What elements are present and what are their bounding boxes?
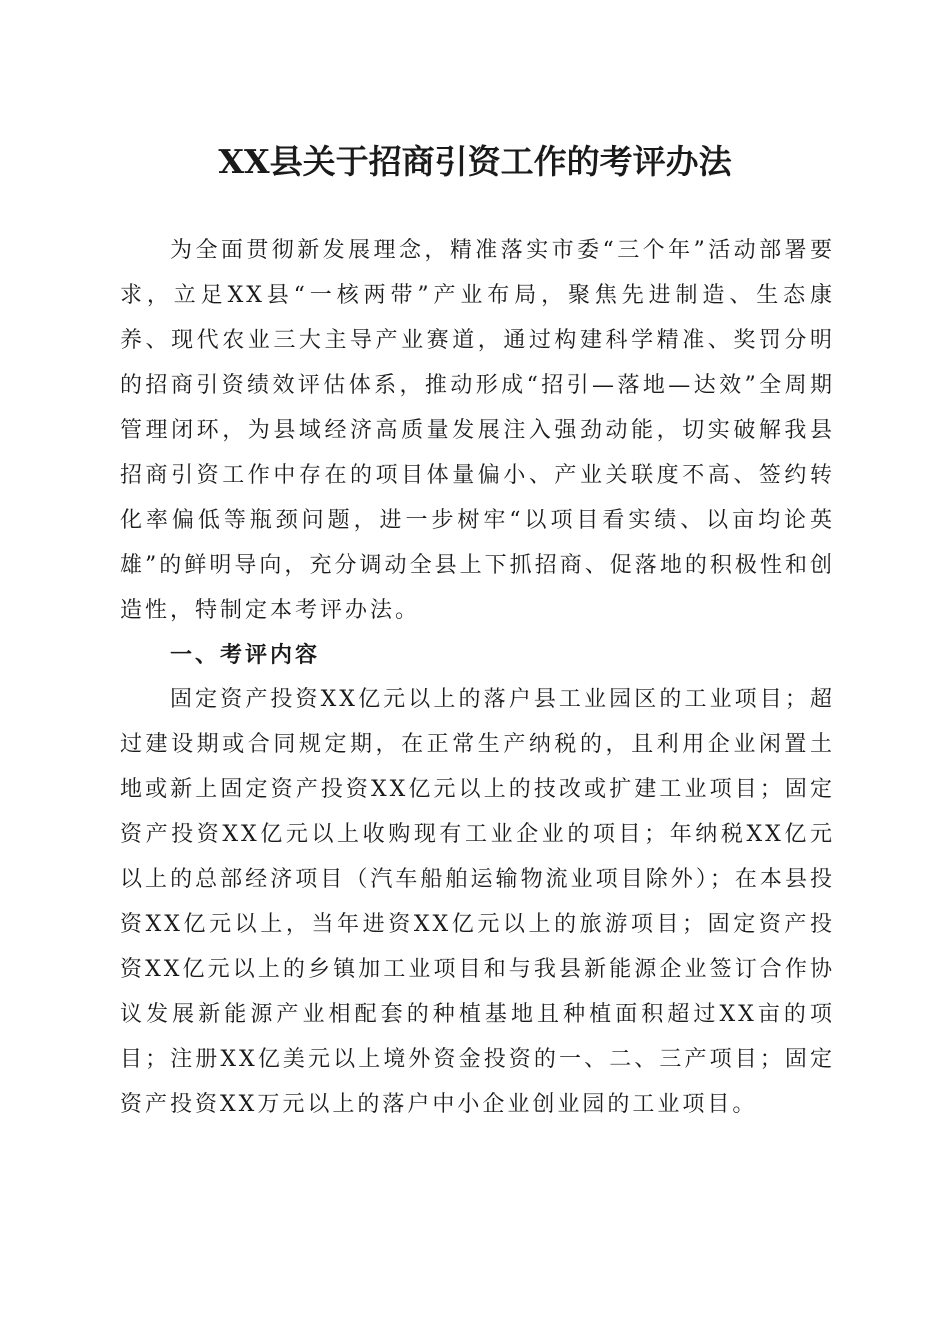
evaluation-content-paragraph: 固定资产投资XX亿元以上的落户县工业园区的工业项目；超过建设期或合同规定期，在正常生产纳税的，且利用企业闲置土地或新上固定资产投资XX亿元以上的技改或扩建工业项目；固定资产投资XX亿元以上收购现有工业企业的项目；年纳税XX亿元以上的总部经济项目（汽车船舶运输物流业项目除外）；在本县投资XX亿元以上，当年进资XX亿元以上的旅游项目；固定资产投资XX亿元以上的乡镇加工业项目和与我县新能源企业签订合作协议发展新能源产业相配套的种植基地且种植面积超过XX亩的项目；注册XX亿美元以上境外资金投资的一、二、三产项目；固定资产投资XX万元以上的落户中小企业创业园的工业项目。 — [120, 687, 835, 1117]
document-title: XX县关于招商引资工作的考评办法 — [218, 142, 732, 181]
intro-paragraph: 为全面贯彻新发展理念，精准落实市委“三个年”活动部署要求，立足XX县“一核两带”产业布局，聚焦先进制造、生态康养、现代农业三大主导产业赛道，通过构建科学精准、奖罚分明的招商引资绩效评估体系，推动形成“招引—落地—达效”全周期管理闭环，为县域经济高质量发展注入强劲动能，切实破解我县招商引资工作中存在的项目体量偏小、产业关联度不高、签约转化率偏低等瓶颈问题，进一步树牢“以项目看实绩、以亩均论英雄”的鲜明导向，充分调动全县上下抓招商、促落地的积极性和创造性，特制定本考评办法。 — [120, 238, 835, 623]
section-heading-evaluation-content: 一、考评内容 — [170, 643, 321, 668]
